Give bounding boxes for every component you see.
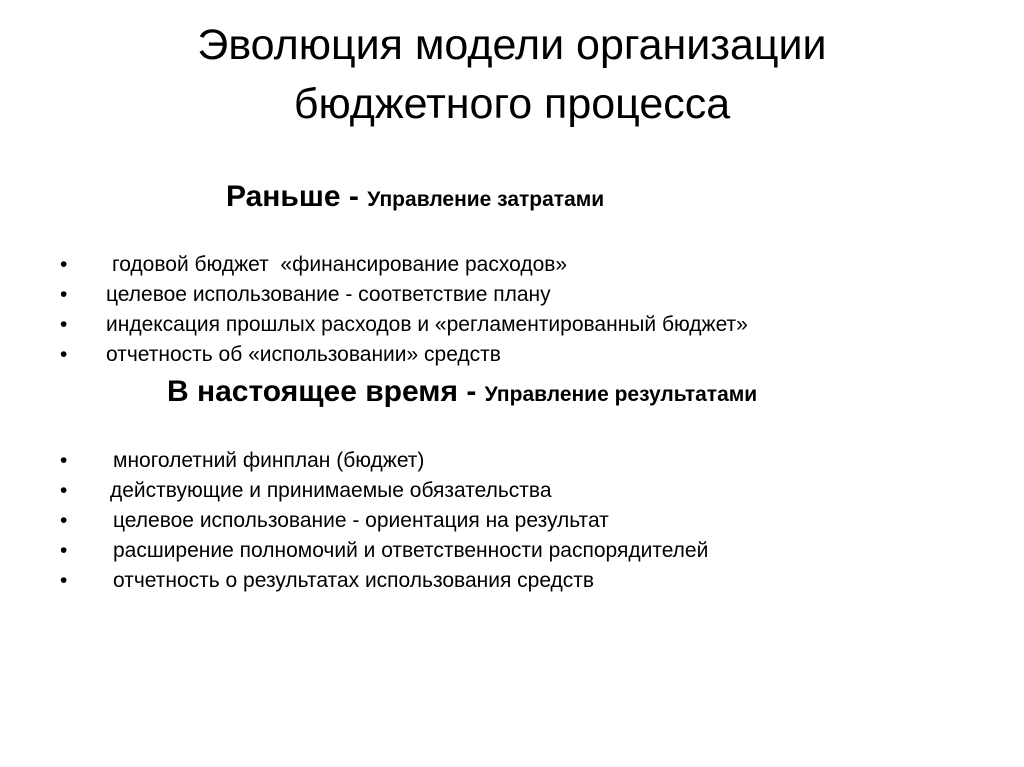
section-heading-sub: Управление результатами: [484, 383, 758, 406]
list-item: [0, 250, 1024, 280]
list-item-text: годовой бюджет «финансирование расходов»: [112, 253, 568, 276]
section-heading-main: Раньше: [226, 180, 341, 213]
list-item: [0, 340, 1024, 370]
list-item-text: индексация прошлых расходов и «регламентированный бюджет»: [106, 313, 748, 336]
list-item-text: отчетность о результатах использования средств: [113, 569, 595, 592]
bullet-dot-icon: •: [60, 509, 68, 532]
section-heading-sub: Управление затратами: [367, 188, 605, 211]
list-item: [0, 566, 1024, 596]
slide-title: [0, 16, 1024, 134]
list-item: [0, 446, 1024, 476]
bullet-dot-icon: •: [60, 479, 68, 502]
bullet-dot-icon: •: [60, 449, 68, 472]
slide-title-line-2: бюджетного процесса: [293, 80, 731, 128]
bullet-dot-icon: •: [60, 283, 68, 306]
section-heading-main: В настоящее время: [167, 375, 458, 408]
list-item: [0, 536, 1024, 566]
list-item-text: целевое использование - ориентация на результат: [113, 509, 609, 532]
bullet-list-present: [0, 446, 1024, 596]
list-item: [0, 506, 1024, 536]
section-heading-separator: -: [340, 180, 368, 213]
list-item-text: целевое использование - соответствие плану: [106, 283, 551, 306]
bullet-list-past: [0, 250, 1024, 370]
list-item-text: действующие и принимаемые обязательства: [110, 479, 552, 502]
bullet-dot-icon: •: [60, 569, 68, 592]
slide-title-line-1: Эволюция модели организации: [197, 21, 827, 69]
list-item: [0, 280, 1024, 310]
list-item-text: расширение полномочий и ответственности распорядителей: [113, 539, 709, 562]
list-item: [0, 310, 1024, 340]
list-item: [0, 476, 1024, 506]
bullet-dot-icon: •: [60, 313, 68, 336]
section-heading-separator: -: [458, 375, 485, 408]
list-item-text: отчетность об «использовании» средств: [106, 343, 501, 366]
section-heading-present: [167, 375, 757, 409]
list-item-text: многолетний финплан (бюджет): [113, 449, 425, 472]
bullet-dot-icon: •: [60, 539, 68, 562]
bullet-dot-icon: •: [60, 253, 68, 276]
bullet-dot-icon: •: [60, 343, 68, 366]
section-heading-past: [226, 180, 604, 214]
